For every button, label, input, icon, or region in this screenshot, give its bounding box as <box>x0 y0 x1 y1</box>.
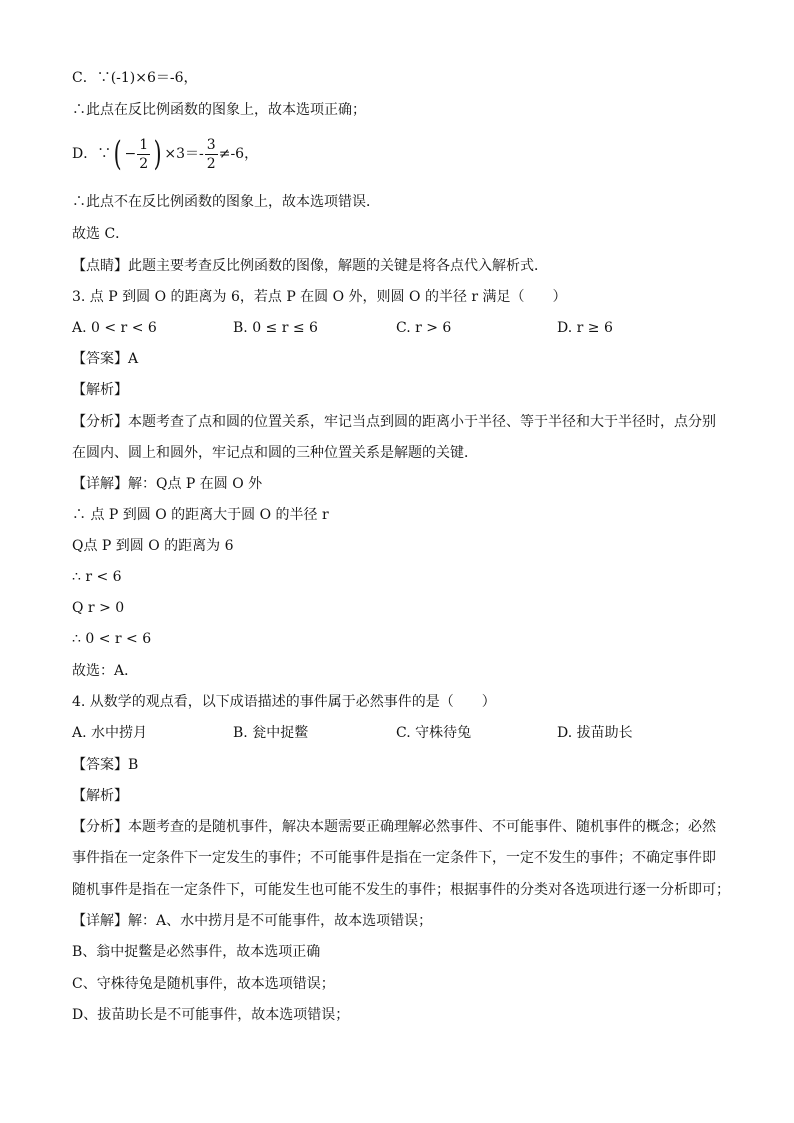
question-3: 3. 点 P 到圆 O 的距离为 6，若点 P 在圆 O 外，则圆 O 的半径 r 满足（ ） <box>72 289 567 305</box>
not-equal-suffix: ≠-6， <box>218 146 259 162</box>
q4-detail-2: B、翁中捉鳖是必然事件，故本选项正确 <box>72 944 321 960</box>
q4-detail-4: D、拔苗助长是不可能事件，故本选项错误； <box>72 1007 350 1023</box>
q3-option-b: B. 0 ≤ r ≤ 6 <box>233 320 318 336</box>
fraction-one-half <box>137 137 150 172</box>
q3-option-a: A. 0 < r < 6 <box>72 320 157 336</box>
q3-detail-2: ∴ 点 P 到圆 O 的距离大于圆 O 的半径 r <box>72 507 329 523</box>
left-paren: ( <box>113 134 122 174</box>
option-d-conclusion: ∴此点不在反比例函数的图象上，故本选项错误． <box>72 194 380 210</box>
q3-final-answer: 故选：A． <box>72 663 139 679</box>
dianjing-note: 【点睛】此题主要考查反比例函数的图像，解题的关键是将各点代入解析式． <box>72 258 548 274</box>
q4-option-c: C. 守株待兔 <box>396 725 472 741</box>
option-c-check: C．∵(-1)×6＝-6， <box>72 70 198 86</box>
q3-option-d: D. r ≥ 6 <box>557 320 613 336</box>
fraction-denominator: 2 <box>139 155 149 172</box>
q4-analysis-line3: 随机事件是指在一定条件下，可能发生也可能不发生的事件；根据事件的分类对各选项进行逐一分析即可； <box>72 882 730 898</box>
answer-c: 故选 C． <box>72 226 130 242</box>
q3-detail-4: ∴ r < 6 <box>72 569 122 585</box>
option-c-conclusion: ∴此点在反比例函数的图象上，故本选项正确； <box>72 102 366 118</box>
fraction-numerator: 3 <box>206 136 216 153</box>
q3-jiexi: 【解析】 <box>72 382 128 398</box>
q3-detail-3: Q点 P 到圆 O 的距离为 6 <box>72 538 234 554</box>
minus-sign: − <box>124 146 137 162</box>
fraction-numerator: 1 <box>139 136 149 153</box>
q3-detail-1: 【详解】解：Q点 P 在圆 O 外 <box>72 476 263 492</box>
times-three: ×3＝- <box>164 146 204 162</box>
q4-option-b: B. 瓮中捉鳖 <box>233 725 309 741</box>
question-4: 4. 从数学的观点看，以下成语描述的事件属于必然事件的是（ ） <box>72 694 496 710</box>
q3-analysis-line1: 【分析】本题考查了点和圆的位置关系，牢记当点到圆的距离小于半径、等于半径和大于半径时，点分别 <box>72 414 716 430</box>
q4-option-d: D. 拔苗助长 <box>557 725 633 741</box>
q4-option-a: A. 水中捞月 <box>72 725 148 741</box>
q4-analysis-line2: 事件指在一定条件下一定发生的事件；不可能事件是指在一定条件下，一定不发生的事件；不确定事件即 <box>72 850 716 866</box>
q4-detail-1: 【详解】解：A、水中捞月是不可能事件，故本选项错误； <box>72 913 433 929</box>
q3-detail-6: ∴ 0 < r < 6 <box>72 631 152 647</box>
q4-analysis-line1: 【分析】本题考查的是随机事件，解决本题需要正确理解必然事件、不可能事件、随机事件的概念；必然 <box>72 819 716 835</box>
q4-jiexi: 【解析】 <box>72 788 128 804</box>
q4-answer: 【答案】B <box>72 757 139 773</box>
q3-analysis-line2: 在圆内、圆上和圆外，牢记点和圆的三种位置关系是解题的关键． <box>72 445 478 461</box>
option-d-prefix: D．∵ <box>72 146 112 162</box>
option-d-check <box>72 134 258 174</box>
q4-detail-3: C、守株待兔是随机事件，故本选项错误； <box>72 976 335 992</box>
q3-answer: 【答案】A <box>72 351 139 367</box>
right-paren: ) <box>153 134 162 174</box>
q3-detail-5: Q r > 0 <box>72 600 125 616</box>
fraction-denominator: 2 <box>206 155 216 172</box>
q3-option-c: C. r > 6 <box>396 320 452 336</box>
fraction-three-halves <box>205 137 218 172</box>
